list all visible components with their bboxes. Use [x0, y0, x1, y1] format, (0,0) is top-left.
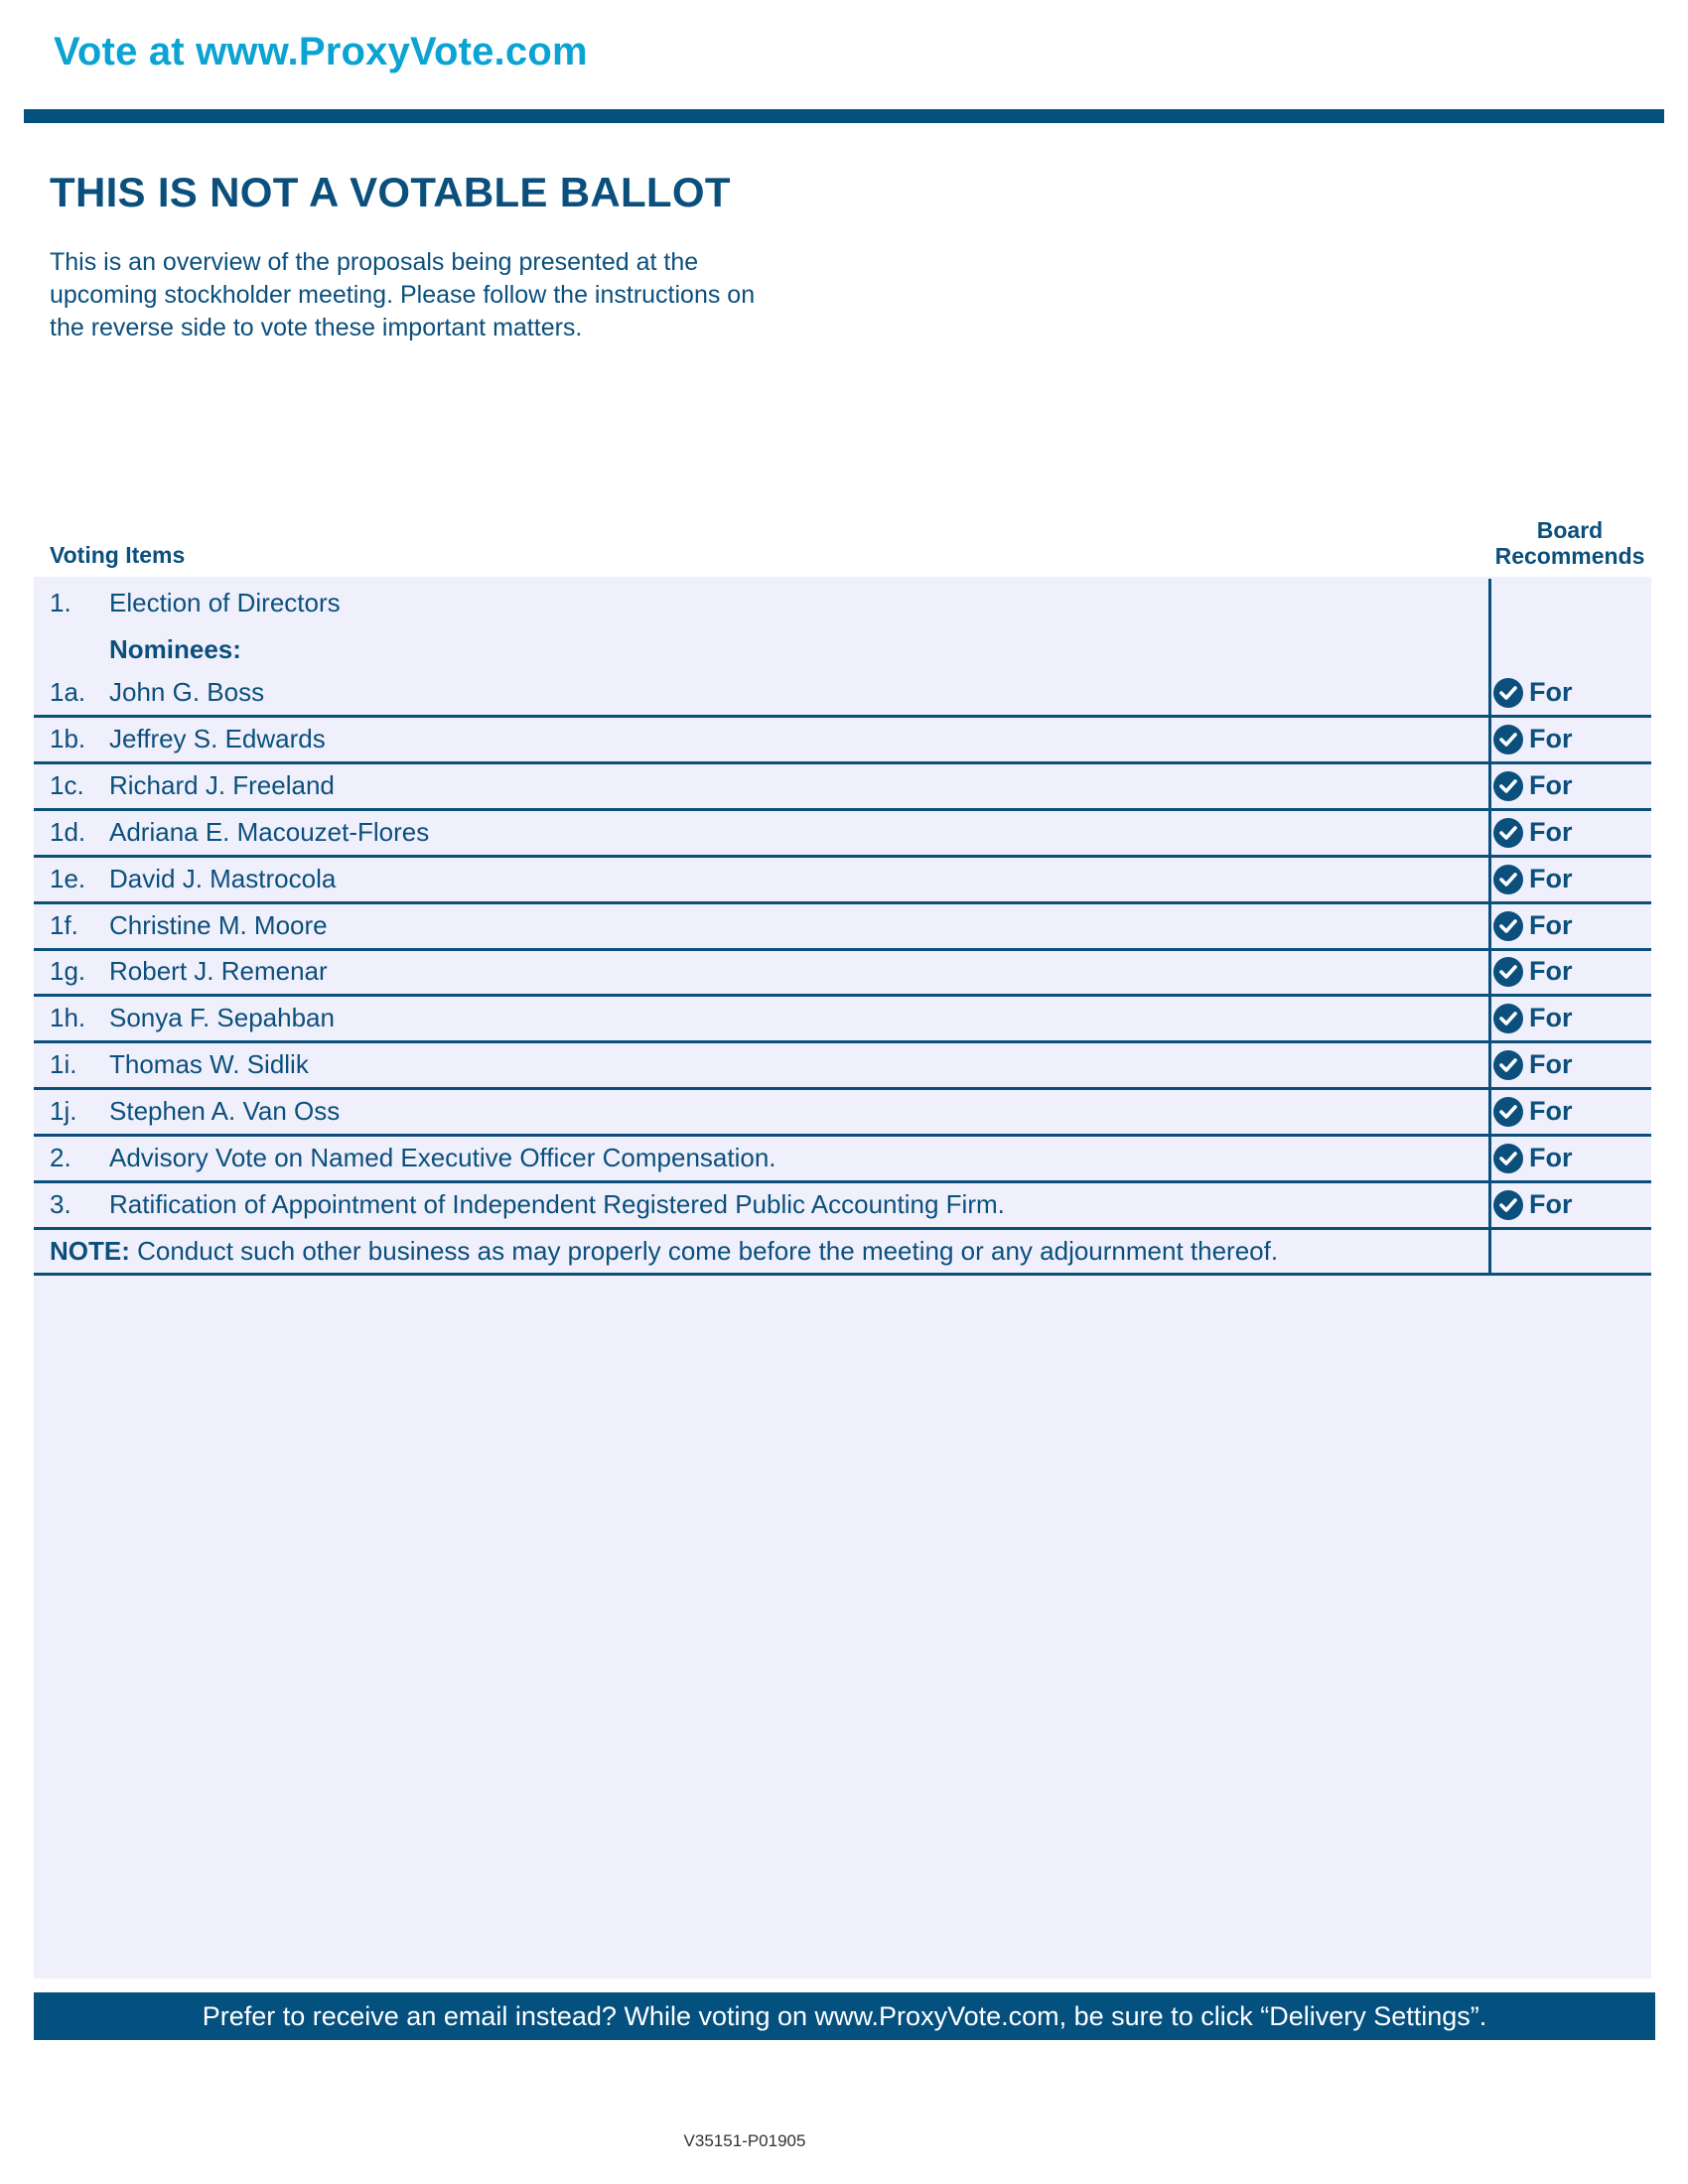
recommendation-label: For [1529, 1003, 1573, 1032]
board-recommendation [1493, 762, 1573, 809]
item-number: 1j. [50, 1096, 77, 1126]
check-circle-icon [1493, 678, 1523, 708]
item-number: 1i. [50, 1049, 77, 1079]
recommendation-label: For [1529, 1143, 1573, 1172]
nominees-row [34, 626, 1651, 673]
check-circle-icon [1493, 818, 1523, 848]
check-circle-icon [1493, 771, 1523, 801]
item-number: 1h. [50, 1003, 86, 1032]
board-recommendation [1493, 1041, 1573, 1088]
item-label: Adriana E. Macouzet-Flores [109, 817, 430, 847]
board-recommends-column-header [1485, 517, 1654, 569]
check-circle-icon [1493, 911, 1523, 941]
item-label: Robert J. Remenar [109, 956, 328, 986]
item-number: 3. [50, 1189, 71, 1219]
item-label: Richard J. Freeland [109, 770, 335, 800]
recommendation-label: For [1529, 1096, 1573, 1126]
item-number: 1e. [50, 864, 86, 893]
item-number: 1a. [50, 677, 86, 707]
note-row [50, 1228, 1278, 1275]
recommendation-label: For [1529, 956, 1573, 986]
recommendation-label: For [1529, 817, 1573, 847]
recommendation-label: For [1529, 1189, 1573, 1219]
note-label: NOTE: [50, 1236, 130, 1266]
board-recommendation [1493, 809, 1573, 856]
item-label: Stephen A. Van Oss [109, 1096, 341, 1126]
board-recommendation [1493, 948, 1573, 995]
board-recommendation [1493, 902, 1573, 949]
item-label: Christine M. Moore [109, 910, 328, 940]
board-recommendation [1493, 856, 1573, 902]
item-label: Advisory Vote on Named Executive Officer Compensation. [109, 1143, 776, 1172]
recommendation-label: For [1529, 1049, 1573, 1079]
item-number: 1b. [50, 724, 86, 753]
item-label: Sonya F. Sepahban [109, 1003, 335, 1032]
recommendation-label: For [1529, 770, 1573, 800]
check-circle-icon [1493, 957, 1523, 987]
item-label: Ratification of Appointment of Independent Registered Public Accounting Firm. [109, 1189, 1005, 1219]
table-row [34, 669, 1651, 716]
check-circle-icon [1493, 1050, 1523, 1080]
table-row [34, 995, 1651, 1041]
vote-at-proxyvote-heading: Vote at www.ProxyVote.com [54, 30, 588, 73]
table-row [34, 902, 1651, 949]
table-row [34, 856, 1651, 902]
recommendation-label: For [1529, 677, 1573, 707]
check-circle-icon [1493, 1190, 1523, 1220]
item-label: Jeffrey S. Edwards [109, 724, 326, 753]
table-row [34, 1181, 1651, 1228]
board-header-line: Recommends [1494, 543, 1645, 569]
check-circle-icon [1493, 1004, 1523, 1033]
note-text: Conduct such other business as may properly come before the meeting or any adjournment thereof. [129, 1236, 1279, 1266]
board-recommendation [1493, 1135, 1573, 1181]
item-number: 1. [50, 588, 71, 617]
board-recommendation [1493, 1181, 1573, 1228]
board-recommendation [1493, 669, 1573, 716]
table-row [34, 1088, 1651, 1135]
email-delivery-banner: Prefer to receive an email instead? While voting on www.ProxyVote.com, be sure to click “Delivery Settings”. [34, 1992, 1655, 2040]
item-label: David J. Mastrocola [109, 864, 337, 893]
board-recommendation [1493, 1088, 1573, 1135]
voting-items-column-header: Voting Items [50, 542, 186, 568]
nominees-label: Nominees: [109, 634, 241, 664]
item-number: 1c. [50, 770, 84, 800]
intro-line: upcoming stockholder meeting. Please follow the instructions on [50, 281, 756, 309]
intro-line: This is an overview of the proposals being presented at the [50, 248, 699, 276]
item-number: 1f. [50, 910, 78, 940]
item-number: 2. [50, 1143, 71, 1172]
check-circle-icon [1493, 1144, 1523, 1173]
proposal-row [34, 580, 1651, 626]
item-label: Election of Directors [109, 588, 341, 617]
recommendation-label: For [1529, 724, 1573, 753]
intro-paragraph [50, 246, 844, 344]
item-label: John G. Boss [109, 677, 265, 707]
intro-line: the reverse side to vote these important matters. [50, 314, 583, 341]
table-row [34, 1135, 1651, 1181]
table-row [34, 809, 1651, 856]
board-header-line: Board [1536, 517, 1604, 543]
header-rule [24, 109, 1664, 123]
check-circle-icon [1493, 865, 1523, 894]
item-label: Thomas W. Sidlik [109, 1049, 309, 1079]
check-circle-icon [1493, 725, 1523, 754]
recommendation-label: For [1529, 910, 1573, 940]
item-number: 1d. [50, 817, 86, 847]
recommendation-label: For [1529, 864, 1573, 893]
page-title: THIS IS NOT A VOTABLE BALLOT [50, 169, 731, 215]
check-circle-icon [1493, 1097, 1523, 1127]
table-row [34, 948, 1651, 995]
item-number: 1g. [50, 956, 86, 986]
board-recommendation [1493, 716, 1573, 762]
board-recommendation [1493, 995, 1573, 1041]
table-row [34, 716, 1651, 762]
table-row [34, 762, 1651, 809]
table-row [34, 1041, 1651, 1088]
document-code: V35151-P01905 [683, 2131, 806, 2150]
